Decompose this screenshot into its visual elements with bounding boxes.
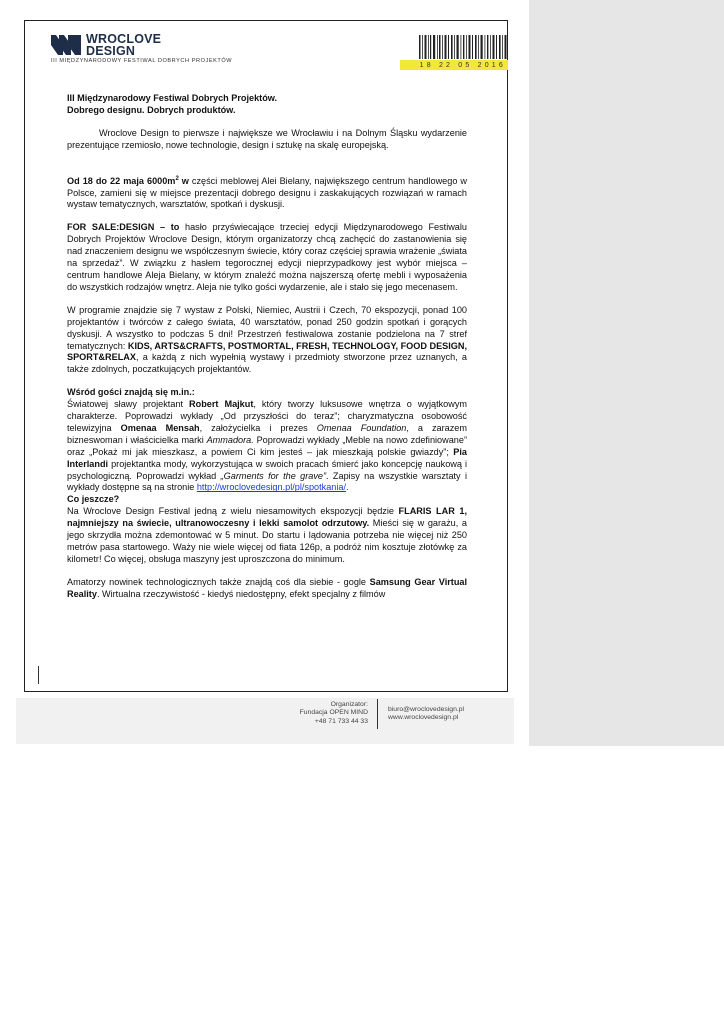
vr-text-2: . Wirtualna rzeczywistość - kiedyś niedostępny, efekt specjalny z filmów xyxy=(96,588,386,599)
organizer-label: Organizator: xyxy=(330,701,368,708)
guest-omenaa-mensah: Omenaa Mensah xyxy=(120,422,200,433)
dates-paragraph xyxy=(67,176,467,212)
guests-text-5: Poprowadzi wykłady „Meble na nowo zdefiniowane” oraz „Pokaż mi jak mieszkasz, a powiem Ci kim jesteś – jak mieszkają polskie gwiazdy”; xyxy=(67,434,467,457)
vr-text-1: Amatorzy nowinek technologicznych także znajdą coś dla siebie - gogle xyxy=(67,576,370,587)
guests-heading: Wśród gości znajdą się m.in.: xyxy=(67,387,195,398)
flaris-text-1: Na Wroclove Design Festival jedną z wielu niesamowitych ekspozycji będzie xyxy=(67,506,399,517)
forsale-paragraph xyxy=(67,222,467,293)
area-superscript: 2 xyxy=(175,175,179,182)
guests-text-3: , założycielka i prezes xyxy=(199,422,317,433)
side-panel xyxy=(529,0,724,746)
logo-line-2: DESIGN xyxy=(86,44,136,58)
flaris-text-2: Mieści się w garażu, a jego skrzydła można zdemontować w 5 minut. Do startu i lądowania potrzeba nie więcej niż 250 metrów pasa startowego. Waży nie wiele więcej od fiata 126p, a podróż nim kosztuje złotówkę za kilometr! Co więcej, obsługa maszyny jest uproszczona do minimum. xyxy=(67,518,467,564)
guests-text-8: . xyxy=(346,482,349,493)
text-cursor xyxy=(38,666,39,684)
program-text-1: W programie znajdzie się 7 wystaw z Polski, Niemiec, Austrii i Czech, 70 ekspozycji, ponad 100 projektantów i twórców z całego świata, 40 warsztatów, ponad 250 godzin spotkań i gorących dyskusji. A wszystko to podczas 5 dni! Przestrzeń festiwalowa zostanie podzielona na 7 stref tematycznych: xyxy=(67,304,467,351)
guests-text-7: . Zapisy na wszystkie warsztaty i wykłady dostępne są na stronie xyxy=(67,470,468,493)
program-paragraph xyxy=(67,305,467,376)
omenaa-foundation: Omenaa Foundation xyxy=(316,422,407,433)
festival-tagline: III MIĘDZYNARODOWY FESTIWAL DOBRYCH PROJEKTÓW xyxy=(51,58,233,64)
guests-text-4: , a zarazem bizneswoman i właścicielka marki xyxy=(67,422,467,445)
wroclove-logo-icon xyxy=(51,35,81,55)
dates-bold-2: w xyxy=(178,175,189,186)
guests-paragraph xyxy=(67,399,467,494)
title-line-1: III Międzynarodowy Festiwal Dobrych Projektów. xyxy=(67,93,278,103)
workshops-link[interactable]: http://wroclovedesign.pl/pl/spotkania/ xyxy=(196,482,346,493)
dates-bold: Od 18 do 22 maja 6000m xyxy=(67,175,176,186)
vr-bold: Samsung Gear Virtual Reality xyxy=(67,576,468,599)
organizer-phone: +48 71 733 44 33 xyxy=(314,717,368,725)
organizer-name: Fundacja OPEN MIND xyxy=(299,709,368,717)
contact-website[interactable]: www.wroclovedesign.pl xyxy=(388,714,459,722)
guests-text-2: , który tworzy luksusowe wnętrza o wyjątkowym charakterze. Poprowadzi wykłady „Od przyszłości do teraz”; charyzmatyczna osobowość telewizyjna xyxy=(67,399,467,433)
program-zones: KIDS, ARTS&CRAFTS, POSTMORTAL, FRESH, TECHNOLOGY, FOOD DESIGN, SPORT&RELAX xyxy=(67,340,468,363)
date-strip: 18 22 05 2016 xyxy=(400,60,508,70)
vr-paragraph xyxy=(67,577,467,601)
guests-text-1: Światowej sławy projektant xyxy=(67,399,190,410)
more-heading: Co jeszcze? xyxy=(67,494,120,505)
footer-divider xyxy=(377,699,378,729)
intro-paragraph: Wroclove Design to pierwsze i największe we Wrocławiu i na Dolnym Śląsku wydarzenie prezentujące rzemiosło, nowe technologie, design i sztukę na skalę europejską. xyxy=(67,127,467,150)
logo-wordmark xyxy=(86,33,161,57)
guest-robert-majkut: Robert Majkut xyxy=(189,399,254,410)
flaris-paragraph xyxy=(67,506,467,566)
forsale-bold: FOR SALE:DESIGN – to xyxy=(67,222,180,233)
organizer-block xyxy=(300,701,368,726)
contact-email[interactable]: biuro@wroclovedesign.pl xyxy=(388,706,465,713)
contact-block xyxy=(388,706,464,723)
barcode-icon xyxy=(418,35,508,59)
title-line-2: Dobrego designu. Dobrych produktów. xyxy=(67,104,236,115)
guest-pia-interlandi: Pia Interlandi xyxy=(67,446,467,469)
dates-text: części meblowej Alei Bielany, największego centrum handlowego w Polsce, zamieni się w miejsce prezentacji dobrego designu i zaskakujących rozwiązań w ramach wystaw tematycznych, warsztatów, spotkań i dyskusji. xyxy=(67,175,467,210)
press-release-body xyxy=(67,93,467,601)
ammadora-brand: Ammadora. xyxy=(206,434,254,445)
page-footer xyxy=(16,698,514,744)
program-text-2: , a każdą z nich wypełnią wystawy i przedmioty stworzone przez uznanych, a także zdolnych, poczatkujących projektantów. xyxy=(67,352,467,375)
logo-line-1: WROCLOVE xyxy=(86,32,162,46)
barcode-date xyxy=(400,35,508,69)
flaris-bold: FLARIS LAR 1, najmniejszy na świecie, ultranowoczesny i lekki samolot odrzutowy. xyxy=(67,506,467,529)
guests-text-6: projektantka mody, wykorzystująca w swoich pracach śmierć jako koncepcję naukową i psychologiczną. Poprowadzi wykład xyxy=(67,458,467,481)
lecture-garments: „Garments for the grave” xyxy=(220,470,327,481)
forsale-text: hasło przyświecające trzeciej edycji Międzynarodowego Festiwalu Dobrych Projektów Wroclove Design, którym organizatorzy chcą zachęcić do zastanowienia się nad znaczeniem designu we współczesnym świecie, który coraz częściej sprawia wrażenie „świata na sprzedaż”. W związku z hasłem tegorocznej edycji nieprzypadkowy jest wybór miejsca – centrum handlowe Aleja Bielany, w którym znaleźć można najszerszą ofertę mebli i wyposażenia do wszystkich rodzajów wnętrz. Aleja nie tylko gości wydarzenie, ale i stało się jego mecenasem. xyxy=(67,222,467,292)
